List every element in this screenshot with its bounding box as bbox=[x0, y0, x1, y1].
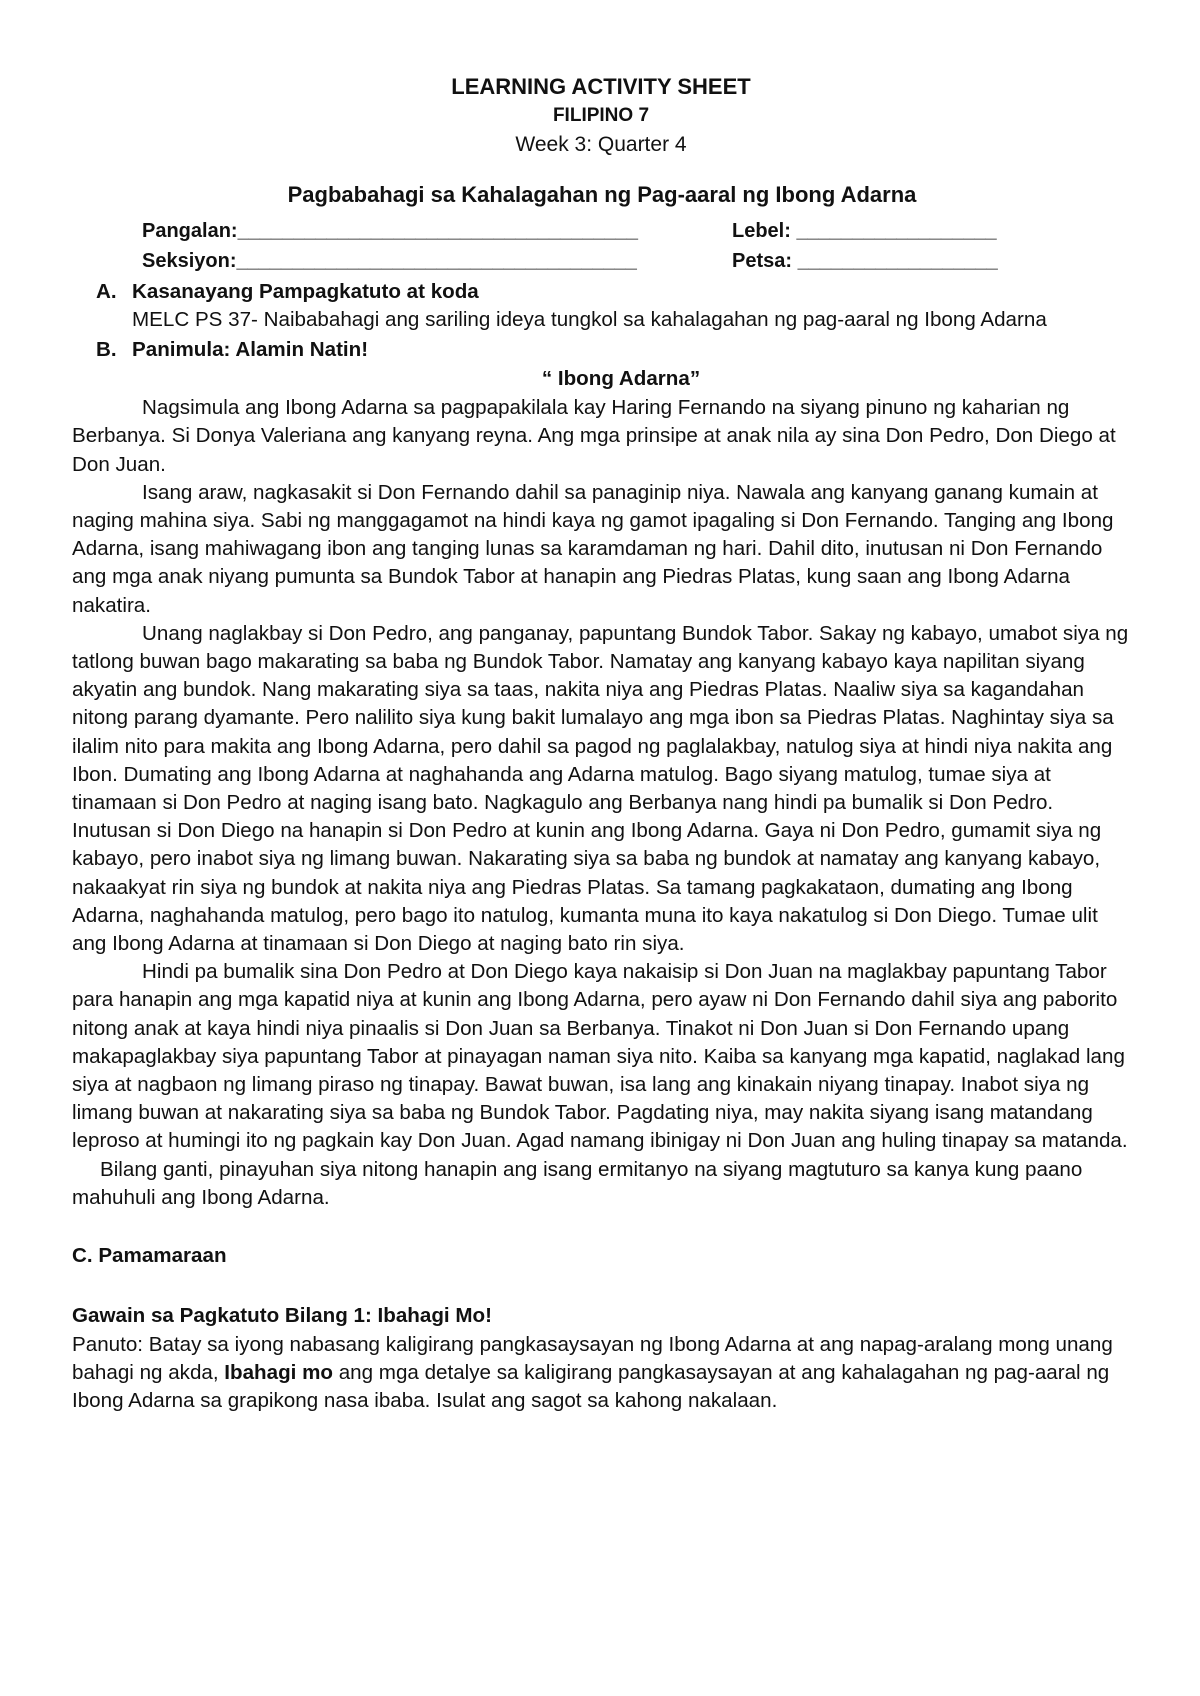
instruction-emphasis: Ibahagi mo bbox=[224, 1360, 333, 1384]
story-paragraph-1: Nagsimula ang Ibong Adarna sa pagpapakilala kay Haring Fernando na siyang pinuno ng kaharian ng Berbanya. Si Donya Valeriana ang kanyang reyna. Ang mga prinsipe at anak nila ay sina Don Pedro, Don Diego at Don Juan. bbox=[72, 396, 1116, 476]
sheet-title: LEARNING ACTIVITY SHEET bbox=[451, 74, 751, 99]
section-a-letter: A. bbox=[96, 280, 117, 303]
activity-title: Gawain sa Pagkatuto Bilang 1: Ibahagi Mo! bbox=[72, 1304, 492, 1328]
section-c-heading: C. Pamamaraan bbox=[72, 1244, 227, 1268]
melc-statement: MELC PS 37- Naibabahagi ang sariling ideya tungkol sa kahalagahan ng pag-aaral ng Ibong Adarna bbox=[132, 308, 1047, 331]
story-paragraph-5: Bilang ganti, pinayuhan siya nitong hanapin ang isang ermitanyo na siyang magtuturo sa kanya kung paano mahuhuli ang Ibong Adarna. bbox=[72, 1157, 1083, 1209]
lebel-field: Lebel: __________________ bbox=[732, 220, 997, 242]
pangalan-field: Pangalan:____________________________________ bbox=[142, 220, 639, 242]
story-paragraph-3: Unang naglakbay si Don Pedro, ang panganay, papuntang Bundok Tabor. Sakay ng kabayo, umabot siya ng tatlong buwan bago makarating sa baba ng Bundok Tabor. Namatay ang kanyang kabayo kaya napilitan siyang akyatin ang bundok. Nang makarating siya sa taas, nakita niya ang Piedras Platas. Naaliw siya sa kagandahan nitong parang dyamante. Pero nalilito siya kung bakit lumalayo ang mga ibon sa Piedras Platas. Naghintay siya sa ilalim nito para makita ang Ibong Adarna, pero dahil sa pagod ng paglalakbay, natulog siya at hindi niya nakita ang Ibon. Dumating ang Ibong Adarna at naghahanda ang Adarna matulog. Bago siyang matulog, tumae siya at tinamaan si Don Pedro at naging isang bato. Nagkagulo ang Berbanya nang hindi pa bumalik si Don Pedro. Inutusan si Don Diego na hanapin si Don Pedro at kunin ang Ibong Adarna. Gaya ni Don Pedro, gumamit siya ng kabayo, pero inabot siya ng limang buwan. Nakarating siya sa baba ng bundok at namatay ang kanyang kabayo, nakaakyat rin siya ng bundok at nakita niya ang Piedras Platas. Sa tamang pagkakataon, dumating ang Ibong Adarna, naghahanda matulog, pero bago ito natulog, kumanta muna ito kaya nakatulog si Don Diego. Tumae ulit ang Ibong Adarna at tinamaan si Don Diego at naging bato rin siya. bbox=[72, 621, 1129, 956]
section-b-heading bbox=[72, 336, 1130, 364]
story-paragraph-2: Isang araw, nagkasakit si Don Fernando dahil sa panaginip niya. Nawala ang kanyang ganang kumain at naging mahina siya. Sabi ng manggagamot na hindi kaya ng gamot ipagaling si Don Fernando. Tanging ang Ibong Adarna, isang mahiwagang ibon ang tanging lunas sa karamdaman ng hari. Dahil dito, inutusan ni Don Fernando ang mga anak niyang pumunta sa Bundok Tabor at hanapin ang Piedras Platas, kung saan ang Ibong Adarna nakatira. bbox=[72, 480, 1114, 617]
instruction-text-end: ang mga detalye sa kaligirang pangkasaysayan at ang kahalagahan ng pag-aaral ng Ibong Adarna sa grapikong nasa ibaba. Isulat ang sagot sa kahong nakalaan. bbox=[72, 1360, 1110, 1412]
story-title: “ Ibong Adarna” bbox=[541, 367, 701, 391]
section-a-title: Kasanayang Pampagkatuto at koda bbox=[132, 280, 479, 303]
field-row-1 bbox=[142, 216, 1130, 246]
section-b-letter: B. bbox=[96, 338, 117, 362]
section-a-heading bbox=[72, 278, 1130, 306]
student-info-fields bbox=[142, 216, 1130, 276]
lesson-topic: Pagbabahagi sa Kahalagahan ng Pag-aaral ng Ibong Adarna bbox=[287, 182, 917, 207]
activity-instruction bbox=[72, 1331, 1130, 1416]
petsa-field: Petsa: __________________ bbox=[732, 250, 998, 272]
week-quarter-label: Week 3: Quarter 4 bbox=[515, 133, 687, 156]
story-paragraph-4: Hindi pa bumalik sina Don Pedro at Don Diego kaya nakaisip si Don Juan na maglakbay papuntang Tabor para hanapin ang mga kapatid niya at kunin ang Ibong Adarna, pero ayaw ni Don Fernando dahil siya ang paborito nitong anak at kaya hindi niya pinaalis si Don Juan sa Berbanya. Tinakot ni Don Juan si Don Fernando upang makapaglakbay siya papuntang Tabor at pinayagan naman siya nito. Kaiba sa kanyang mga kapatid, naglakad lang siya at nagbaon ng limang piraso ng tinapay. Bawat buwan, isa lang ang kinakain niyang tinapay. Inabot siya ng limang buwan at nakarating siya sa baba ng Bundok Tabor. Pagdating niya, may nakita siyang isang matandang leproso at humingi ito ng pagkain kay Don Juan. Agad namang ibinigay ni Don Juan ang huling tinapay sa matanda. bbox=[72, 960, 1128, 1153]
seksiyon-field: Seksiyon:____________________________________ bbox=[142, 250, 637, 272]
subject-label: FILIPINO 7 bbox=[552, 105, 650, 126]
section-b-title: Panimula: Alamin Natin! bbox=[132, 338, 369, 362]
field-row-2 bbox=[142, 246, 1130, 276]
instruction-text-start: Panuto: Batay sa iyong nabasang kaligirang pangkasaysayan ng Ibong Adarna at ang napag-aralang mong unang bahagi ng akda, bbox=[72, 1332, 1113, 1384]
